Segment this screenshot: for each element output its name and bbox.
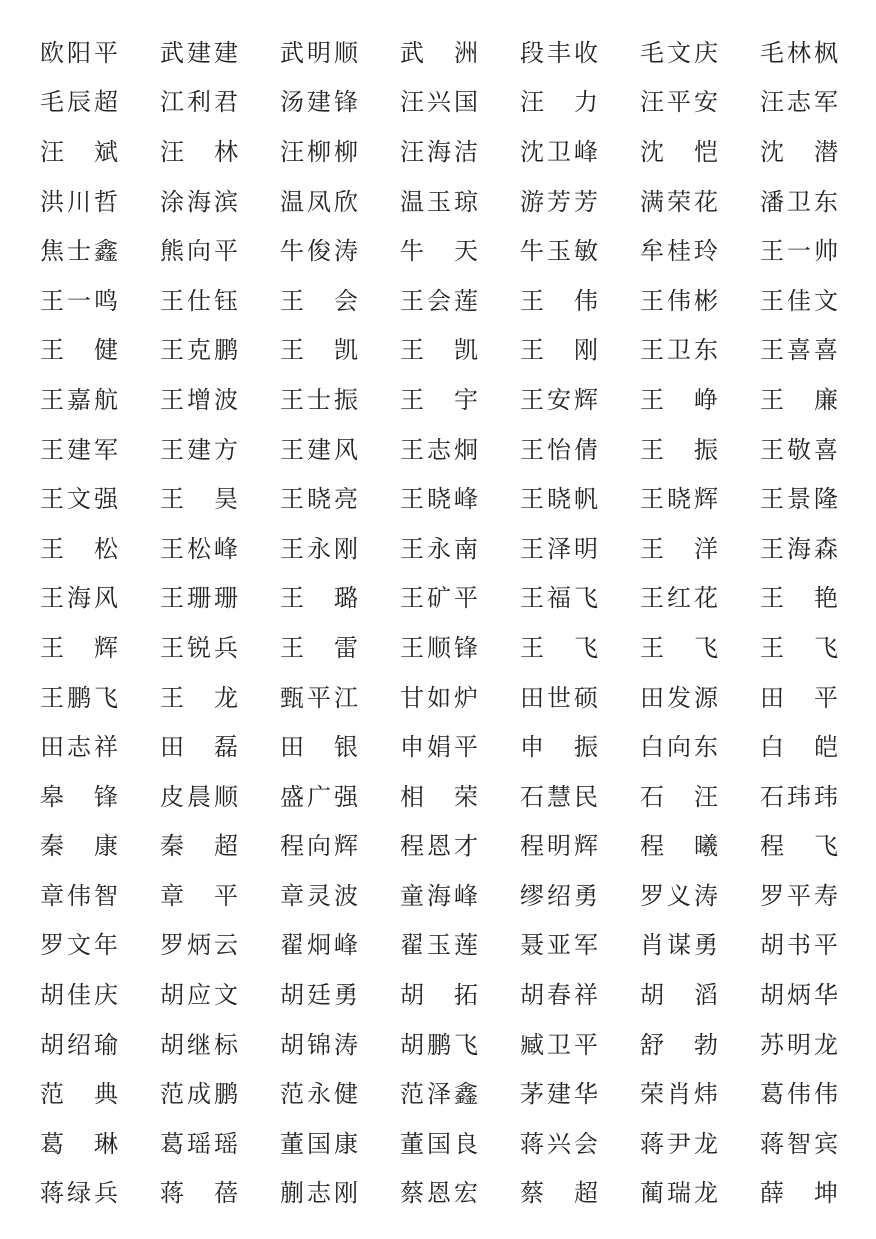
name-entry: 王 志 炯	[400, 435, 478, 464]
name-entry: 范 泽 鑫	[400, 1080, 478, 1109]
name-entry: 荣 肖 炜	[640, 1080, 718, 1109]
name-entry: 王 凯	[400, 336, 478, 365]
name-entry: 王 士 振	[280, 385, 358, 414]
name-entry: 蒋 智 宾	[760, 1129, 838, 1158]
name-entry: 程 明 辉	[520, 832, 598, 861]
name-entry: 毛 林 枫	[760, 38, 838, 67]
name-entry: 王 艳	[760, 584, 838, 613]
name-entry: 舒 勃	[640, 1030, 718, 1059]
name-entry: 王 顺 锋	[400, 633, 478, 662]
name-entry: 武 建 建	[160, 38, 238, 67]
name-entry: 武 明 顺	[280, 38, 358, 67]
name-entry: 章 灵 波	[280, 881, 358, 910]
name-row	[0, 474, 876, 524]
name-entry: 胡 鹏 飞	[400, 1030, 478, 1059]
name-entry: 满 荣 花	[640, 187, 718, 216]
name-entry: 王 敬 喜	[760, 435, 838, 464]
name-entry: 王 永 刚	[280, 534, 358, 563]
name-entry: 潘 卫 东	[760, 187, 838, 216]
name-entry: 相 荣	[400, 782, 478, 811]
name-entry: 王 晓 辉	[640, 485, 718, 514]
name-entry: 王 晓 亮	[280, 485, 358, 514]
name-entry: 王 飞	[640, 633, 718, 662]
name-entry: 王 喜 喜	[760, 336, 838, 365]
name-row	[0, 871, 876, 921]
name-entry: 汪 志 军	[760, 88, 838, 117]
name-entry: 石 慧 民	[520, 782, 598, 811]
name-entry: 蒋 兴 会	[520, 1129, 598, 1158]
name-entry: 苏 明 龙	[760, 1030, 838, 1059]
name-entry: 王 永 南	[400, 534, 478, 563]
name-entry: 王 凯	[280, 336, 358, 365]
name-row	[0, 673, 876, 723]
name-entry: 王 安 辉	[520, 385, 598, 414]
name-entry: 薛 坤	[760, 1179, 838, 1208]
name-row	[0, 1069, 876, 1119]
name-entry: 臧 卫 平	[520, 1030, 598, 1059]
name-entry: 王 一 鸣	[40, 286, 118, 315]
name-entry: 缪 绍 勇	[520, 881, 598, 910]
name-entry: 胡 绍 瑜	[40, 1030, 118, 1059]
name-entry: 王 景 隆	[760, 485, 838, 514]
name-entry: 王 昊	[160, 485, 238, 514]
name-entry: 蒯 志 刚	[280, 1179, 358, 1208]
name-entry: 甘 如 炉	[400, 683, 478, 712]
name-entry: 王 健	[40, 336, 118, 365]
name-entry: 王 龙	[160, 683, 238, 712]
name-row	[0, 722, 876, 772]
name-entry: 王 锐 兵	[160, 633, 238, 662]
name-entry: 温 玉 琼	[400, 187, 478, 216]
name-entry: 胡 廷 勇	[280, 981, 358, 1010]
name-entry: 白 皑	[760, 733, 838, 762]
name-entry: 蔺 瑞 龙	[640, 1179, 718, 1208]
name-entry: 胡 春 祥	[520, 981, 598, 1010]
name-entry: 翟 炯 峰	[280, 931, 358, 960]
name-entry: 王 佳 文	[760, 286, 838, 315]
name-row	[0, 226, 876, 276]
name-entry: 毛 辰 超	[40, 88, 118, 117]
name-entry: 童 海 峰	[400, 881, 478, 910]
name-entry: 王 一 帅	[760, 237, 838, 266]
name-entry: 王 飞	[520, 633, 598, 662]
name-entry: 王 建 方	[160, 435, 238, 464]
name-entry: 皋 锋	[40, 782, 118, 811]
name-entry: 王 雷	[280, 633, 358, 662]
name-entry: 汪 海 洁	[400, 137, 478, 166]
name-entry: 洪 川 哲	[40, 187, 118, 216]
name-entry: 王 福 飞	[520, 584, 598, 613]
name-entry: 王 矿 平	[400, 584, 478, 613]
name-entry: 王 刚	[520, 336, 598, 365]
name-entry: 蔡 恩 宏	[400, 1179, 478, 1208]
name-row	[0, 1020, 876, 1070]
name-entry: 王 建 军	[40, 435, 118, 464]
name-entry: 王 海 森	[760, 534, 838, 563]
name-entry: 胡 锦 涛	[280, 1030, 358, 1059]
name-row	[0, 970, 876, 1020]
name-entry: 罗 平 寿	[760, 881, 838, 910]
name-entry: 田 银	[280, 733, 358, 762]
name-entry: 王 晓 峰	[400, 485, 478, 514]
name-entry: 董 国 康	[280, 1129, 358, 1158]
name-entry: 范 典	[40, 1080, 118, 1109]
name-row	[0, 623, 876, 673]
name-entry: 武 洲	[400, 38, 478, 67]
name-entry: 焦 士 鑫	[40, 237, 118, 266]
name-entry: 王 晓 帆	[520, 485, 598, 514]
name-entry: 王 会 莲	[400, 286, 478, 315]
name-entry: 沈 恺	[640, 137, 718, 166]
name-entry: 田 磊	[160, 733, 238, 762]
name-entry: 胡 继 标	[160, 1030, 238, 1059]
name-entry: 汪 力	[520, 88, 598, 117]
name-entry: 葛 琳	[40, 1129, 118, 1158]
name-entry: 章 伟 智	[40, 881, 118, 910]
name-entry: 汪 斌	[40, 137, 118, 166]
name-entry: 章 平	[160, 881, 238, 910]
name-entry: 石 玮 玮	[760, 782, 838, 811]
name-entry: 熊 向 平	[160, 237, 238, 266]
name-row	[0, 177, 876, 227]
name-entry: 王 红 花	[640, 584, 718, 613]
name-entry: 程 恩 才	[400, 832, 478, 861]
name-entry: 田 发 源	[640, 683, 718, 712]
name-entry: 皮 晨 顺	[160, 782, 238, 811]
name-entry: 王 松 峰	[160, 534, 238, 563]
name-entry: 游 芳 芳	[520, 187, 598, 216]
name-entry: 汪 柳 柳	[280, 137, 358, 166]
name-entry: 程 向 辉	[280, 832, 358, 861]
name-entry: 王 珊 珊	[160, 584, 238, 613]
name-entry: 王 飞	[760, 633, 838, 662]
name-entry: 范 成 鹏	[160, 1080, 238, 1109]
name-entry: 汤 建 锋	[280, 88, 358, 117]
name-entry: 王 克 鹏	[160, 336, 238, 365]
name-entry: 江 利 君	[160, 88, 238, 117]
name-entry: 蔡 超	[520, 1179, 598, 1208]
name-entry: 董 国 良	[400, 1129, 478, 1158]
name-entry: 葛 瑶 瑶	[160, 1129, 238, 1158]
name-entry: 王 泽 明	[520, 534, 598, 563]
name-row	[0, 78, 876, 128]
name-entry: 盛 广 强	[280, 782, 358, 811]
name-row	[0, 822, 876, 872]
name-row	[0, 772, 876, 822]
name-entry: 聂 亚 军	[520, 931, 598, 960]
name-entry: 白 向 东	[640, 733, 718, 762]
name-entry: 王 洋	[640, 534, 718, 563]
name-entry: 罗 义 涛	[640, 881, 718, 910]
name-entry: 石 汪	[640, 782, 718, 811]
name-entry: 王 松	[40, 534, 118, 563]
name-entry: 王 振	[640, 435, 718, 464]
name-entry: 胡 拓	[400, 981, 478, 1010]
name-row	[0, 276, 876, 326]
name-entry: 王 文 强	[40, 485, 118, 514]
name-entry: 程 飞	[760, 832, 838, 861]
name-entry: 翟 玉 莲	[400, 931, 478, 960]
name-entry: 沈 潜	[760, 137, 838, 166]
name-entry: 秦 康	[40, 832, 118, 861]
name-entry: 汪 平 安	[640, 88, 718, 117]
name-entry: 胡 应 文	[160, 981, 238, 1010]
name-entry: 田 志 祥	[40, 733, 118, 762]
name-entry: 毛 文 庆	[640, 38, 718, 67]
name-entry: 茅 建 华	[520, 1080, 598, 1109]
name-entry: 王 卫 东	[640, 336, 718, 365]
name-entry: 肖 谋 勇	[640, 931, 718, 960]
name-entry: 田 世 硕	[520, 683, 598, 712]
name-entry: 王 廉	[760, 385, 838, 414]
name-entry: 甄 平 江	[280, 683, 358, 712]
name-entry: 王 建 风	[280, 435, 358, 464]
name-row	[0, 375, 876, 425]
name-entry: 王 伟	[520, 286, 598, 315]
name-list	[0, 28, 876, 1218]
name-row	[0, 574, 876, 624]
name-entry: 王 嘉 航	[40, 385, 118, 414]
name-row	[0, 28, 876, 78]
name-entry: 罗 炳 云	[160, 931, 238, 960]
name-entry: 蒋 绿 兵	[40, 1179, 118, 1208]
name-row	[0, 425, 876, 475]
name-entry: 蒋 尹 龙	[640, 1129, 718, 1158]
name-entry: 王 增 波	[160, 385, 238, 414]
name-entry: 胡 佳 庆	[40, 981, 118, 1010]
name-entry: 王 辉	[40, 633, 118, 662]
name-entry: 罗 文 年	[40, 931, 118, 960]
name-entry: 牟 桂 玲	[640, 237, 718, 266]
name-entry: 王 会	[280, 286, 358, 315]
name-entry: 胡 书 平	[760, 931, 838, 960]
name-entry: 胡 炳 华	[760, 981, 838, 1010]
name-entry: 王 仕 钰	[160, 286, 238, 315]
name-entry: 王 璐	[280, 584, 358, 613]
name-entry: 王 怡 倩	[520, 435, 598, 464]
name-entry: 沈 卫 峰	[520, 137, 598, 166]
name-entry: 葛 伟 伟	[760, 1080, 838, 1109]
name-entry: 王 伟 彬	[640, 286, 718, 315]
name-entry: 王 峥	[640, 385, 718, 414]
name-entry: 蒋 蓓	[160, 1179, 238, 1208]
name-row	[0, 1169, 876, 1219]
name-entry: 王 鹏 飞	[40, 683, 118, 712]
name-entry: 牛 玉 敏	[520, 237, 598, 266]
name-row	[0, 921, 876, 971]
name-entry: 范 永 健	[280, 1080, 358, 1109]
name-entry: 段 丰 收	[520, 38, 598, 67]
name-row	[0, 524, 876, 574]
name-entry: 涂 海 滨	[160, 187, 238, 216]
name-entry: 欧 阳 平	[40, 38, 118, 67]
name-row	[0, 1119, 876, 1169]
name-entry: 牛 天	[400, 237, 478, 266]
name-entry: 汪 林	[160, 137, 238, 166]
name-row	[0, 326, 876, 376]
name-entry: 田 平	[760, 683, 838, 712]
name-entry: 温 凤 欣	[280, 187, 358, 216]
name-entry: 秦 超	[160, 832, 238, 861]
name-entry: 申 振	[520, 733, 598, 762]
name-entry: 牛 俊 涛	[280, 237, 358, 266]
name-row	[0, 127, 876, 177]
name-entry: 王 海 风	[40, 584, 118, 613]
name-entry: 程 曦	[640, 832, 718, 861]
name-entry: 汪 兴 国	[400, 88, 478, 117]
name-entry: 胡 滔	[640, 981, 718, 1010]
name-entry: 申 娟 平	[400, 733, 478, 762]
name-entry: 王 宇	[400, 385, 478, 414]
